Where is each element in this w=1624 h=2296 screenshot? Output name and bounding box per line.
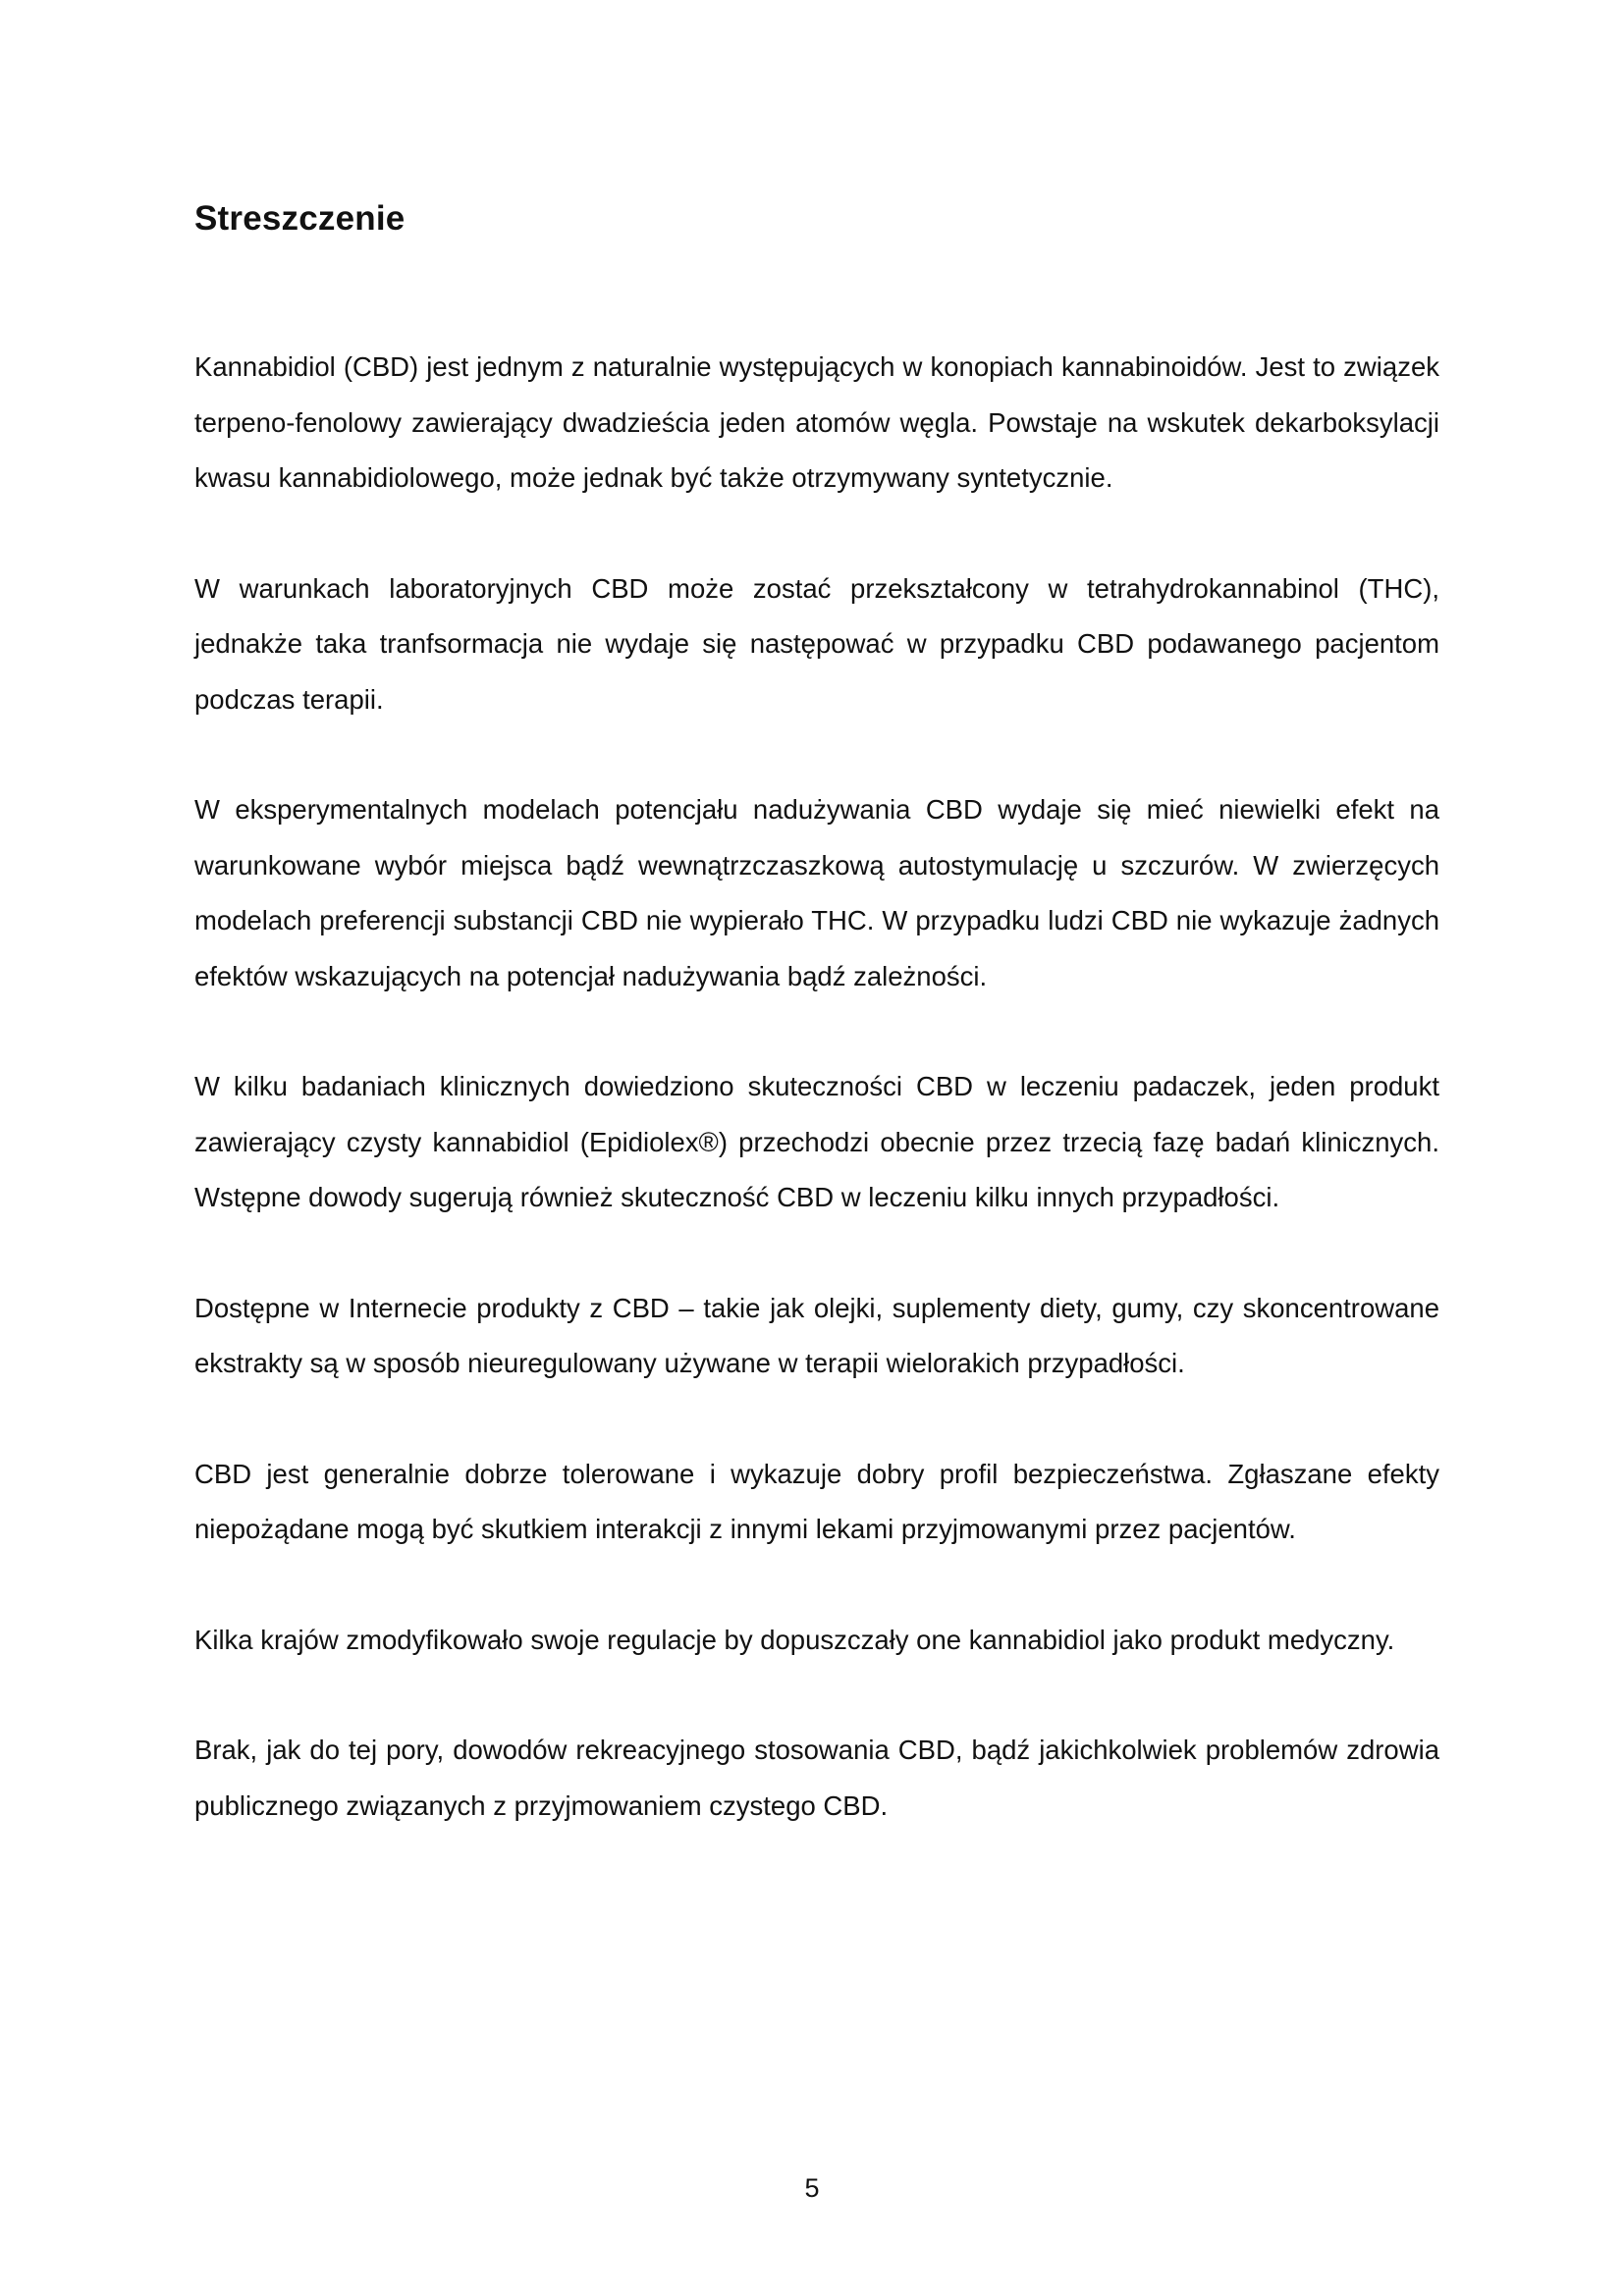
section-heading: Streszczenie xyxy=(194,199,406,238)
document-body xyxy=(194,192,1439,1889)
paragraph-cbd-definition: Kannabidiol (CBD) jest jednym z naturalnie występujących w konopiach kannabinoidów. Jest to związek terpeno-fenolowy zawierający dwadzieścia jeden atomów węgla. Powstaje na wskutek dekarboksylacji kwasu kannabidiolowego, może jednak być także otrzymywany syntetycznie. xyxy=(194,351,1439,493)
paragraph-abuse-potential: W eksperymentalnych modelach potencjału nadużywania CBD wydaje się mieć niewielki efekt na warunkowane wybór miejsca bądź wewnątrzczaszkową autostymulację u szczurów. W zwierzęcych modelach preferencji substancji CBD nie wypierało THC. W przypadku ludzi CBD nie wykazuje żadnych efektów wskazujących na potencjał nadużywania bądź zależności. xyxy=(194,794,1439,991)
paragraph-recreational-use: Brak, jak do tej pory, dowodów rekreacyjnego stosowania CBD, bądź jakichkolwiek problemów zdrowia publicznego związanych z przyjmowaniem czystego CBD. xyxy=(194,1735,1439,1821)
paragraph-safety-profile: CBD jest generalnie dobrze tolerowane i wykazuje dobry profil bezpieczeństwa. Zgłaszane efekty niepożądane mogą być skutkiem interakcji z innymi lekami przyjmowanymi przez pacjentów. xyxy=(194,1458,1439,1544)
paragraph-clinical-trials: W kilku badaniach klinicznych dowiedziono skuteczności CBD w leczeniu padaczek, jeden produkt zawierający czysty kannabidiol (Epidiolex®) przechodzi obecnie przez trzecią fazę badań klinicznych. Wstępne dowody sugerują również skuteczność CBD w leczeniu kilku innych przypadłości. xyxy=(194,1071,1439,1212)
paragraph-online-products: Dostępne w Internecie produkty z CBD – takie jak olejki, suplementy diety, gumy, czy skoncentrowane ekstrakty są w sposób nieuregulowany używane w terapii wielorakich przypadłości. xyxy=(194,1292,1439,1378)
paragraph-thc-conversion: W warunkach laboratoryjnych CBD może zostać przekształcony w tetrahydrokannabinol (THC), jednakże taka tranfsormacja nie wydaje się następować w przypadku CBD podawanego pacjentom podczas terapii. xyxy=(194,572,1439,715)
page-number: 5 xyxy=(804,2173,820,2203)
paragraph-regulations: Kilka krajów zmodyfikowało swoje regulacje by dopuszczały one kannabidiol jako produkt medyczny. xyxy=(194,1624,1395,1655)
